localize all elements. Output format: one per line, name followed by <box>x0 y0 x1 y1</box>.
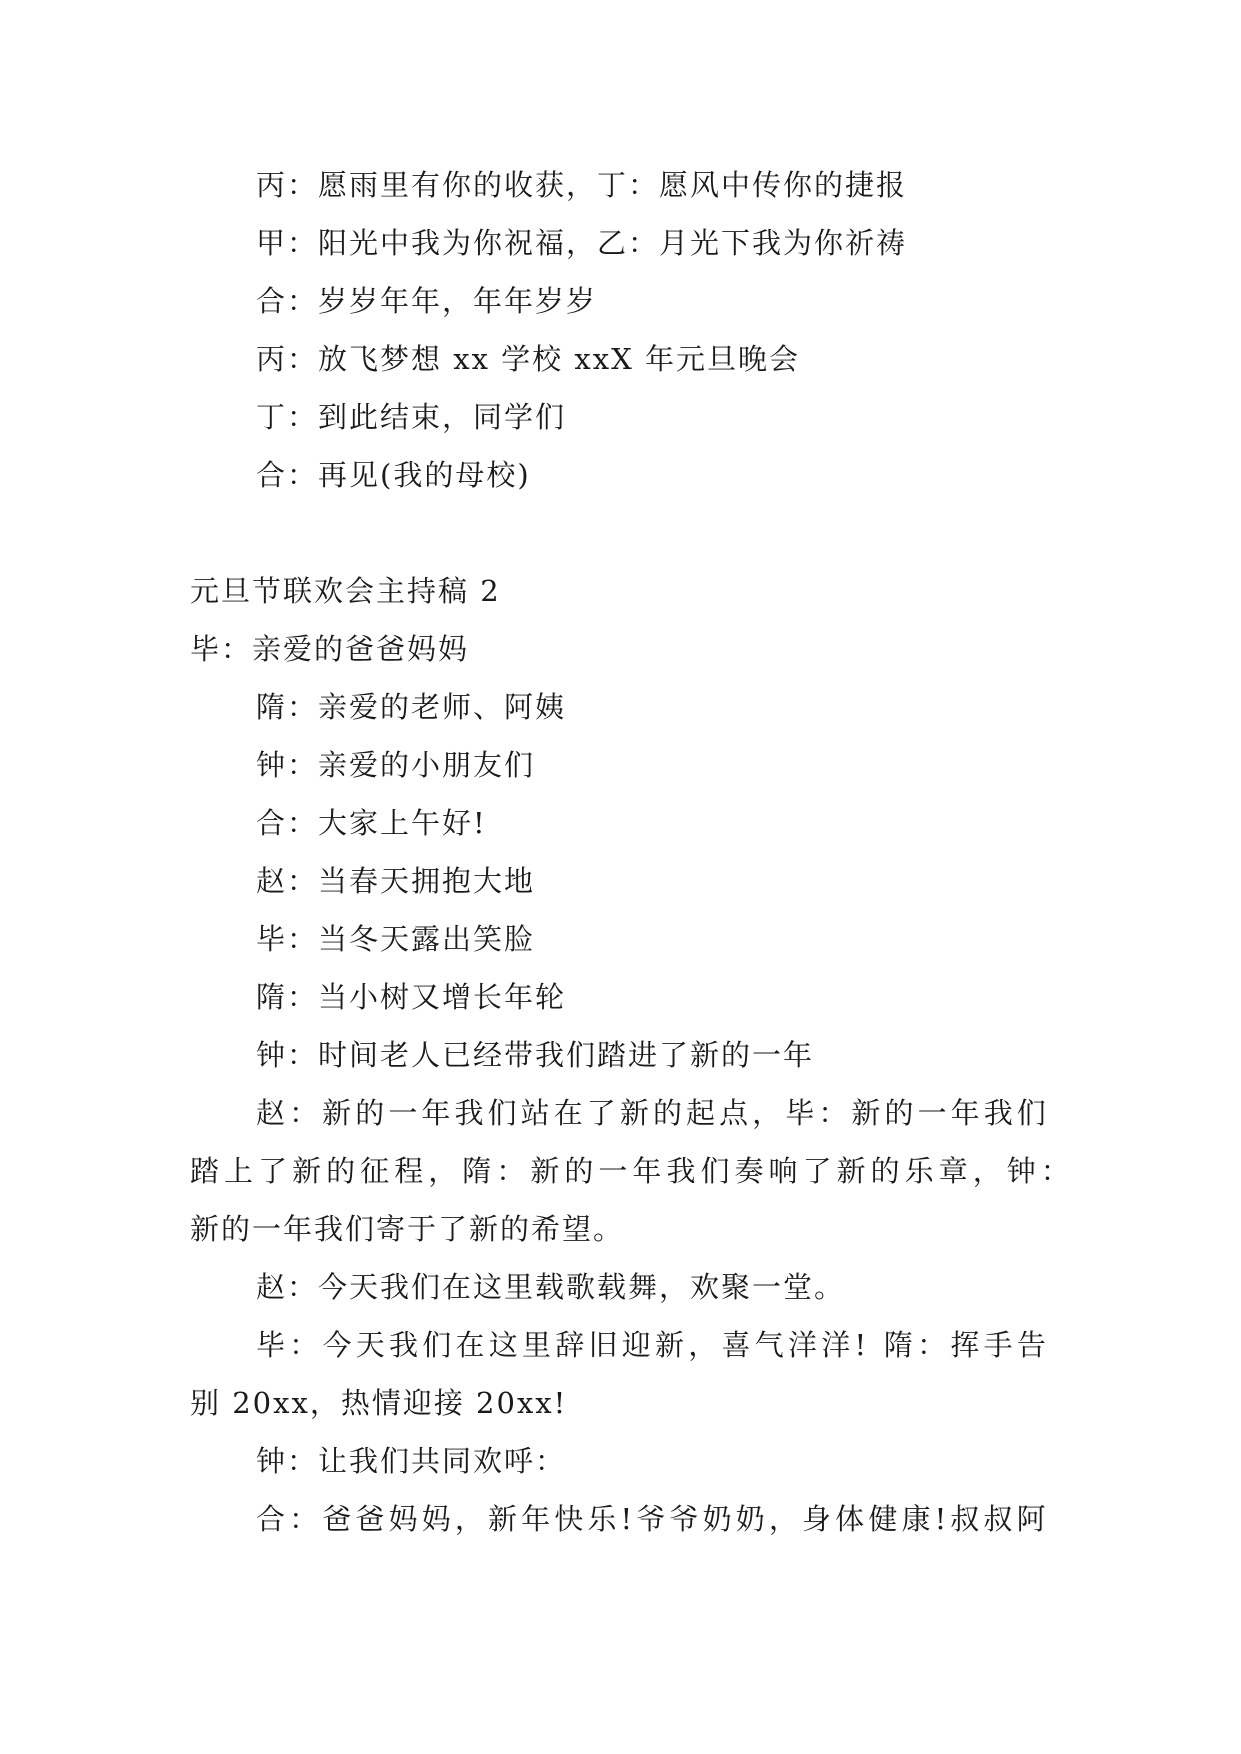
glyph: 气 <box>754 1328 784 1362</box>
glyph: 们 <box>1016 1096 1046 1130</box>
glyph: ! <box>854 1328 867 1362</box>
glyph: 迎 <box>621 1328 651 1362</box>
glyph: 年 <box>421 1096 451 1130</box>
glyph: 隋 <box>462 1154 492 1188</box>
glyph: 征 <box>360 1154 390 1188</box>
glyph: ： <box>289 1328 319 1362</box>
glyph: 新 <box>322 1096 352 1130</box>
glyph: ： <box>1040 1154 1070 1188</box>
glyph: 章 <box>938 1154 968 1188</box>
glyph: 新 <box>292 1154 322 1188</box>
glyph: 阿 <box>1016 1502 1046 1536</box>
section-heading: 元旦节联欢会主持稿 2 <box>190 574 501 608</box>
text-line: 别 20xx，热情迎接 20xx! <box>190 1386 568 1420</box>
text-line: 赵：今天我们在这里载歌载舞，欢聚一堂。 <box>256 1270 846 1304</box>
glyph: 新 <box>851 1096 881 1130</box>
text-line: 赵：当春天拥抱大地 <box>256 864 536 898</box>
glyph: 程 <box>394 1154 424 1188</box>
glyph: 了 <box>802 1154 832 1188</box>
glyph: 上 <box>224 1154 254 1188</box>
text-line-justified <box>190 1151 1070 1191</box>
glyph: 新 <box>655 1328 685 1362</box>
glyph: 乐 <box>587 1502 617 1536</box>
text-line: 合：再见(我的母校) <box>256 458 531 492</box>
glyph: 们 <box>422 1328 452 1362</box>
glyph: 喜 <box>721 1328 751 1362</box>
text-line: 毕：当冬天露出笑脸 <box>256 922 536 956</box>
glyph: 辞 <box>555 1328 585 1362</box>
glyph: ， <box>752 1096 782 1130</box>
text-line: 合：大家上午好! <box>256 806 487 840</box>
glyph: 站 <box>520 1096 550 1130</box>
glyph: 的 <box>870 1154 900 1188</box>
glyph: 的 <box>355 1096 385 1130</box>
glyph: 奶 <box>735 1502 765 1536</box>
glyph: 爸 <box>355 1502 385 1536</box>
glyph: 在 <box>553 1096 583 1130</box>
text-line-justified <box>256 1093 1046 1133</box>
glyph: 起 <box>686 1096 716 1130</box>
text-line-justified <box>256 1499 1046 1539</box>
glyph: 合 <box>256 1502 286 1536</box>
glyph: 隋 <box>883 1328 913 1362</box>
glyph: ： <box>496 1154 526 1188</box>
glyph: 天 <box>355 1328 385 1362</box>
glyph: 一 <box>388 1096 418 1130</box>
glyph: 身 <box>802 1502 832 1536</box>
glyph: 的 <box>564 1154 594 1188</box>
glyph: 我 <box>666 1154 696 1188</box>
glyph: 体 <box>835 1502 865 1536</box>
text-line: 隋：亲爱的老师、阿姨 <box>256 690 567 724</box>
text-line: 钟：让我们共同欢呼： <box>256 1444 567 1478</box>
glyph: ! <box>620 1502 633 1536</box>
glyph: 叔 <box>950 1502 980 1536</box>
glyph: 今 <box>322 1328 352 1362</box>
text-line: 毕：亲爱的爸爸妈妈 <box>190 632 470 666</box>
glyph: 新 <box>836 1154 866 1188</box>
glyph: 踏 <box>190 1154 220 1188</box>
glyph: 新 <box>487 1502 517 1536</box>
glyph: 奏 <box>734 1154 764 1188</box>
glyph: 新 <box>619 1096 649 1130</box>
glyph: 奶 <box>702 1502 732 1536</box>
text-line: 丁：到此结束，同学们 <box>256 400 567 434</box>
glyph: 洋 <box>821 1328 851 1362</box>
glyph: 的 <box>326 1154 356 1188</box>
glyph: 这 <box>488 1328 518 1362</box>
glyph: 妈 <box>388 1502 418 1536</box>
glyph: 年 <box>521 1502 551 1536</box>
glyph: 康 <box>901 1502 931 1536</box>
glyph: 的 <box>884 1096 914 1130</box>
glyph: 我 <box>983 1096 1013 1130</box>
glyph: 告 <box>1016 1328 1046 1362</box>
glyph <box>870 1325 879 1365</box>
glyph: ， <box>768 1502 798 1536</box>
text-line: 钟：时间老人已经带我们踏进了新的一年 <box>256 1038 815 1072</box>
glyph: ! <box>934 1502 947 1536</box>
glyph: ， <box>688 1328 718 1362</box>
glyph: ： <box>289 1096 319 1130</box>
glyph: 年 <box>950 1096 980 1130</box>
text-line: 钟：亲爱的小朋友们 <box>256 748 536 782</box>
glyph: 毕 <box>256 1328 286 1362</box>
glyph: 新 <box>530 1154 560 1188</box>
glyph: ： <box>818 1096 848 1130</box>
text-line: 隋：当小树又增长年轮 <box>256 980 567 1014</box>
glyph: 旧 <box>588 1328 618 1362</box>
glyph: 健 <box>868 1502 898 1536</box>
glyph: 妈 <box>421 1502 451 1536</box>
text-line: 丙：愿雨里有你的收获，丁：愿风中传你的捷报 <box>256 168 908 202</box>
glyph: 响 <box>768 1154 798 1188</box>
glyph: 赵 <box>256 1096 286 1130</box>
glyph: 们 <box>487 1096 517 1130</box>
glyph: 手 <box>983 1328 1013 1362</box>
glyph: 爷 <box>669 1502 699 1536</box>
glyph: 挥 <box>950 1328 980 1362</box>
glyph: 爸 <box>322 1502 352 1536</box>
glyph: 我 <box>389 1328 419 1362</box>
glyph: ， <box>428 1154 458 1188</box>
glyph: 钟 <box>1006 1154 1036 1188</box>
glyph: 我 <box>454 1096 484 1130</box>
text-line: 合：岁岁年年，年年岁岁 <box>256 284 598 318</box>
glyph: ： <box>289 1502 319 1536</box>
glyph: 点 <box>719 1096 749 1130</box>
text-line: 新的一年我们寄于了新的希望。 <box>190 1212 625 1246</box>
text-line-justified <box>256 1325 1046 1365</box>
text-line: 甲：阳光中我为你祝福，乙：月光下我为你祈祷 <box>256 226 908 260</box>
glyph: 叔 <box>983 1502 1013 1536</box>
glyph: 里 <box>522 1328 552 1362</box>
glyph: 爷 <box>636 1502 666 1536</box>
glyph: 了 <box>258 1154 288 1188</box>
glyph: 在 <box>455 1328 485 1362</box>
glyph: ， <box>972 1154 1002 1188</box>
text-line: 丙：放飞梦想 xx 学校 xxX 年元旦晚会 <box>256 342 800 376</box>
glyph: 一 <box>917 1096 947 1130</box>
glyph: ： <box>917 1328 947 1362</box>
glyph: 了 <box>586 1096 616 1130</box>
glyph: 的 <box>652 1096 682 1130</box>
glyph: ， <box>454 1502 484 1536</box>
glyph: 快 <box>554 1502 584 1536</box>
glyph: 们 <box>700 1154 730 1188</box>
glyph: 年 <box>632 1154 662 1188</box>
glyph: 一 <box>598 1154 628 1188</box>
glyph: 乐 <box>904 1154 934 1188</box>
glyph: 洋 <box>788 1328 818 1362</box>
glyph: 毕 <box>785 1096 815 1130</box>
